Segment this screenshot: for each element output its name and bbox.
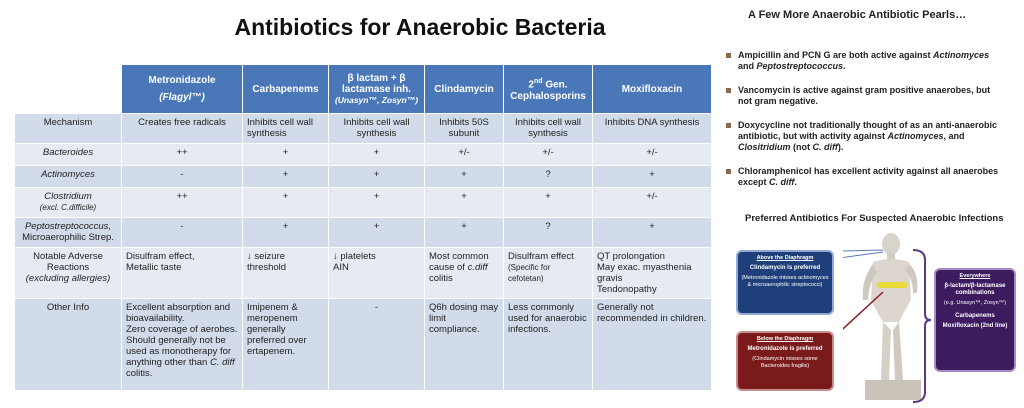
list-item (726, 50, 1006, 72)
antibiotics-table (14, 64, 712, 391)
cell: ? (504, 166, 593, 188)
statue-figure-icon (843, 230, 943, 408)
header-corner (15, 65, 122, 114)
cell: + (243, 218, 329, 248)
pearl-text-italic: Peptostreptococcus (756, 61, 844, 71)
cell: + (243, 166, 329, 188)
table-row (15, 114, 712, 144)
row-label-other: Other Info (15, 299, 122, 391)
header-metronidazole-brand: (Flagyl™) (159, 92, 205, 103)
clostridium-sublabel: (excl. C.difficile) (39, 203, 97, 212)
cell: - (329, 299, 425, 391)
above-diaphragm-box (736, 250, 834, 315)
list-item (726, 166, 1006, 188)
cell-line: QT prolongation (597, 251, 665, 262)
cell: + (329, 218, 425, 248)
header-blbli-line2: lactamase inh. (342, 83, 411, 95)
cell-line: Tendonopathy (597, 284, 657, 295)
everywhere-line1: β-lactam/β-lactamase combinations (944, 283, 1006, 296)
pearl-text: and (738, 61, 757, 71)
table-row (15, 248, 712, 299)
above-heading: Above the Diaphragm (756, 255, 814, 261)
cell-text-italic: c.diff (467, 262, 488, 273)
header-ceph-line2: Cephalosporins (510, 90, 586, 102)
header-blbli-line1: β lactam + β (347, 72, 406, 84)
cell-line: (Specific for cefotetan) (508, 263, 551, 283)
cell: Imipenem & meropenem generally preferred over ertapenem. (243, 299, 329, 391)
cell-line: Zero coverage of aerobes. (126, 324, 238, 335)
row-label-clostridium (15, 188, 122, 218)
pearl-text: . (843, 61, 846, 71)
row-label-adverse (15, 248, 122, 299)
header-blbli-brand: (Unasyn™, Zosyn™) (334, 94, 419, 105)
cell: Q6h dosing may limit compliance. (425, 299, 504, 391)
cell: + (504, 188, 593, 218)
everywhere-heading: Everywhere (959, 273, 991, 279)
header-metronidazole-name: Metronidazole (148, 75, 216, 86)
cell: ++ (122, 144, 243, 166)
cell (425, 248, 504, 299)
cell: +/- (504, 144, 593, 166)
cell-line: Excellent absorption and bioavailability. (126, 302, 231, 324)
cell: + (425, 218, 504, 248)
below-note: (Clindamycin misses some Bacteroides fragilis) (752, 356, 818, 369)
pearl-text-italic: Actinomyces (887, 131, 944, 141)
pearl-text: Doxycycline not traditionally thought of as an anti-anaerobic antibiotic, but with activity against (738, 120, 998, 141)
cell-text: colitis (429, 273, 453, 284)
pearl-text: (not (790, 142, 813, 152)
cell: ++ (122, 188, 243, 218)
cell: Inhibits 50S subunit (425, 114, 504, 144)
cell: Creates free radicals (122, 114, 243, 144)
pearls-title: A Few More Anaerobic Antibiotic Pearls… (748, 9, 967, 21)
cell: Inhibits cell wall synthesis (504, 114, 593, 144)
cell-text-italic: C. diff (209, 357, 235, 368)
header-ceph-ordinal: 2 (528, 79, 534, 91)
cell-text: Most common cause of (429, 251, 489, 273)
cell (593, 248, 712, 299)
cell: + (593, 218, 712, 248)
cell: + (425, 188, 504, 218)
cell-line: ↓ platelets (333, 251, 376, 262)
cell: +/- (425, 144, 504, 166)
pearl-text: ). (837, 142, 844, 152)
cell: - (122, 218, 243, 248)
header-ceph-line1: Gen. (542, 79, 568, 91)
cell (329, 248, 425, 299)
table-row (15, 166, 712, 188)
cell-line: AIN (333, 262, 349, 273)
list-item: Vancomycin is active against gram positive anaerobes, but not gram negative. (726, 85, 1006, 107)
pearl-text: , and (943, 131, 965, 141)
pearl-text: Ampicillin and PCN G are both active against (738, 50, 934, 60)
cell: - (122, 166, 243, 188)
cell: ↓ seizure threshold (243, 248, 329, 299)
table-row (15, 188, 712, 218)
cell (122, 299, 243, 391)
table-row (15, 144, 712, 166)
pearl-text-italic: Actinomyces (933, 50, 990, 60)
everywhere-line2: (e.g. Unasyn™, Zosyn™) (943, 300, 1007, 306)
cell-text: colitis. (126, 368, 153, 379)
header-ceph-sup: nd (533, 78, 543, 86)
table-row (15, 218, 712, 248)
above-main: Clindamycin is preferred (749, 265, 821, 271)
pepto-label: Peptostreptococcus, (24, 221, 112, 232)
pearl-text-italic: C. diff (812, 142, 838, 152)
everywhere-box (934, 268, 1016, 372)
pepto-sublabel: Microaerophilic Strep. (22, 232, 114, 243)
adverse-label-1: Notable Adverse (33, 251, 103, 262)
header-moxifloxacin: Moxifloxacin (593, 65, 712, 114)
above-note: (Metronidazole misses actinomyces & microaerophilic streptococci) (741, 275, 829, 288)
header-metronidazole (122, 65, 243, 114)
cell-line: May exac. myasthenia gravis (597, 262, 692, 284)
list-item (726, 120, 1006, 153)
header-clindamycin: Clindamycin (425, 65, 504, 114)
cell-line: Metallic taste (126, 262, 182, 273)
cell (122, 248, 243, 299)
cell: + (329, 188, 425, 218)
cell: Inhibits cell wall synthesis (329, 114, 425, 144)
cell: + (243, 144, 329, 166)
cell-line: Disulfram effect, (126, 251, 195, 262)
table-row (15, 299, 712, 391)
table-header-row (15, 65, 712, 114)
adverse-label-2: Reactions (46, 262, 90, 273)
pearl-text: Chloramphenicol has excellent activity against all anaerobes except (738, 166, 999, 187)
cell: + (425, 166, 504, 188)
row-label-actinomyces: Actinomyces (15, 166, 122, 188)
cell-text: Should generally not be used as monotherapy for anything other than (126, 335, 232, 368)
pearls-list (726, 50, 1006, 201)
cell: Less commonly used for anaerobic infections. (504, 299, 593, 391)
header-carbapenems: Carbapenems (243, 65, 329, 114)
everywhere-line3: Carbapenems (955, 313, 995, 319)
cell-line (126, 335, 238, 379)
below-diaphragm-box (736, 331, 834, 391)
adverse-label-3: (excluding allergies) (25, 273, 111, 284)
row-label-mechanism: Mechanism (15, 114, 122, 144)
cell: +/- (593, 144, 712, 166)
pearl-text-italic: C. diff (769, 177, 795, 187)
cell: Inhibits cell wall synthesis (243, 114, 329, 144)
everywhere-line4: Moxifloxacin (2nd line) (942, 323, 1008, 329)
clostridium-label: Clostridium (44, 191, 92, 202)
header-blbli (329, 65, 425, 114)
row-label-peptostreptococcus (15, 218, 122, 248)
preferred-title: Preferred Antibiotics For Suspected Anaerobic Infections (745, 213, 1004, 224)
cell: + (329, 166, 425, 188)
cell-line: Disulfram effect (508, 251, 574, 262)
cell: + (593, 166, 712, 188)
page-title: Antibiotics for Anaerobic Bacteria (234, 14, 606, 40)
cell: ? (504, 218, 593, 248)
header-cephalosporins (504, 65, 593, 114)
cell: + (243, 188, 329, 218)
cell (504, 248, 593, 299)
below-heading: Below the Diaphragm (756, 336, 814, 342)
cell: + (329, 144, 425, 166)
row-label-bacteroides: Bacteroides (15, 144, 122, 166)
pearl-text-italic: Clositridium (738, 142, 791, 152)
cell: Inhibits DNA synthesis (593, 114, 712, 144)
cell: Generally not recommended in children. (593, 299, 712, 391)
pearl-text: . (794, 177, 797, 187)
cell: +/- (593, 188, 712, 218)
below-main: Metronidazole is preferred (747, 346, 823, 352)
